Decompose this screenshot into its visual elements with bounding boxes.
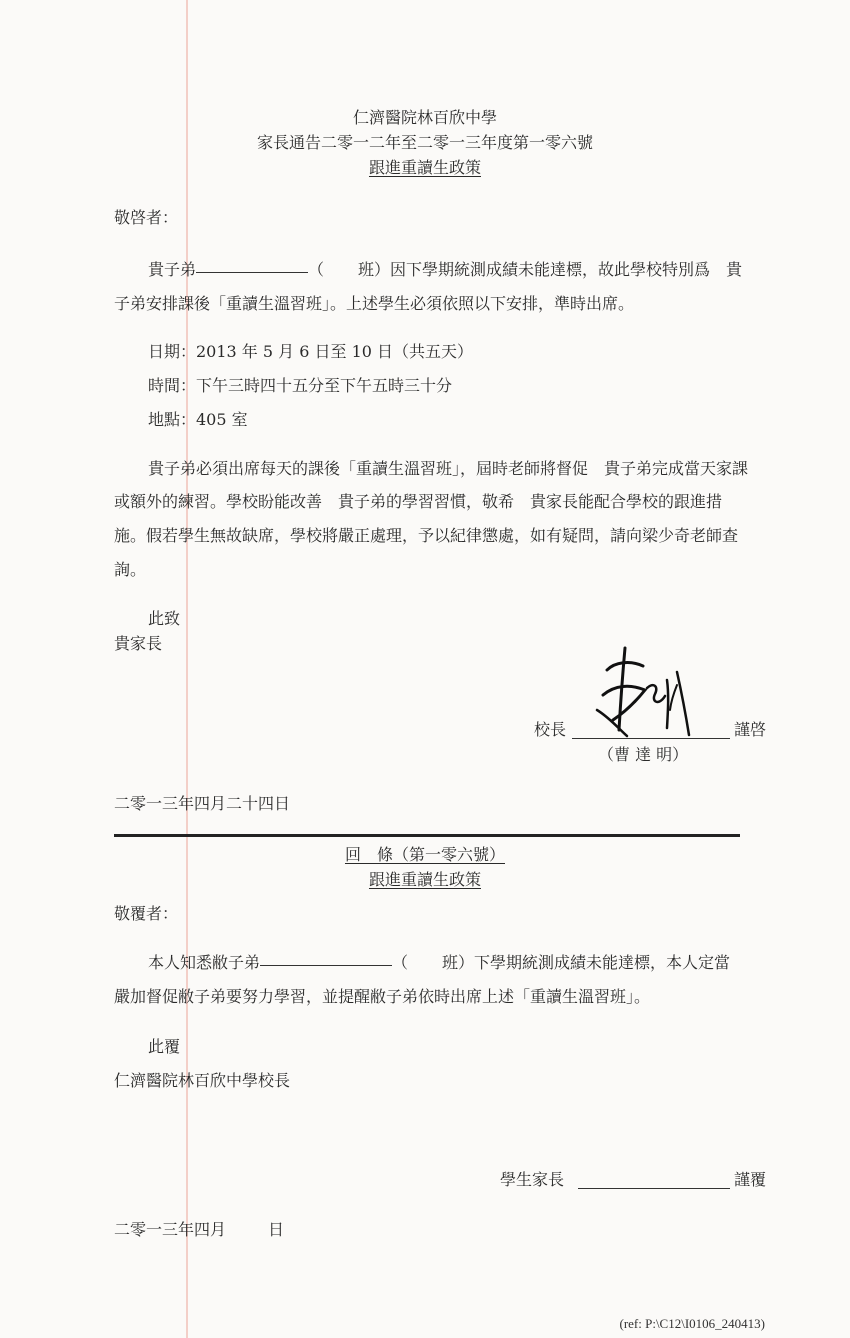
reply-subject: 跟進重讀生政策 [368, 870, 481, 889]
reply-student-name-blank [260, 965, 392, 966]
principal-signature [585, 640, 705, 745]
notice-number: 家長通告二零一二年至二零一三年度第一零六號 [256, 133, 593, 152]
tear-off-divider [114, 834, 740, 837]
closing-1: 此致 [148, 609, 181, 628]
student-name-blank [196, 272, 308, 273]
reply-date-suffix: 日 [268, 1220, 285, 1239]
schedule-time: 時間：下午三時四十五分至下午五時三十分 [148, 376, 453, 395]
reply-date-prefix: 二零一三年四月 [114, 1220, 227, 1239]
notice-date: 二零一三年四月二十四日 [114, 794, 291, 813]
salutation: 敬啓者： [114, 208, 179, 227]
reply-line-1 [148, 955, 730, 971]
principal-suffix: 謹啓 [734, 720, 767, 739]
paragraph-2-line-4: 詢。 [114, 560, 147, 579]
reply-title: 回 條（第一零六號） [344, 845, 505, 864]
parent-label: 學生家長 [500, 1170, 565, 1189]
principal-signature-line [572, 738, 730, 739]
schedule-date: 日期：2013 年 5 月 6 日至 10 日（共五天） [148, 342, 474, 361]
reply-paren-open: （ [392, 953, 409, 972]
paragraph-2-line-2: 或額外的練習。學校盼能改善 貴子弟的學習習慣，敬希 貴家長能配合學校的跟進措 [114, 492, 723, 511]
closing-2: 貴家長 [114, 634, 163, 653]
principal-name: （曹 達 明） [598, 745, 689, 764]
paragraph-2-line-1: 貴子弟必須出席每天的課後「重讀生溫習班」，屆時老師將督促 貴子弟完成當天家課 [148, 459, 749, 478]
reply-recipient: 仁濟醫院林百欣中學校長 [114, 1071, 291, 1090]
reply-date [114, 1222, 284, 1238]
fold-line [186, 0, 188, 1338]
reply-line1-prefix: 本人知悉敝子弟 [148, 953, 261, 972]
reply-closing: 此覆 [148, 1037, 181, 1056]
reply-salutation: 敬覆者： [114, 904, 179, 923]
para1-after-blank: 班）因下學期統測成績未能達標，故此學校特別爲 貴 [358, 260, 743, 279]
school-name: 仁濟醫院林百欣中學 [352, 108, 497, 127]
paragraph-1-line-1 [148, 262, 742, 278]
schedule-place: 地點：405 室 [148, 410, 248, 429]
reference-code: (ref: P:\C12\I0106_240413) [619, 1316, 765, 1331]
para1-prefix: 貴子弟 [148, 260, 197, 279]
parent-signature-line [578, 1188, 730, 1189]
notice-subject: 跟進重讀生政策 [368, 158, 481, 177]
para1-paren-open: （ [308, 260, 325, 279]
reply-line-2: 嚴加督促敝子弟要努力學習，並提醒敝子弟依時出席上述「重讀生溫習班」。 [114, 987, 651, 1006]
paragraph-1-line-2: 子弟安排課後「重讀生溫習班」。上述學生必須依照以下安排，準時出席。 [114, 294, 635, 313]
paragraph-2-line-3: 施。假若學生無故缺席，學校將嚴正處理，予以紀律懲處，如有疑問，請向梁少奇老師查 [114, 526, 739, 545]
reply-line1-after-blank: 班）下學期統測成績未能達標，本人定當 [442, 953, 731, 972]
parent-suffix: 謹覆 [734, 1170, 767, 1189]
principal-label: 校長 [534, 720, 567, 739]
